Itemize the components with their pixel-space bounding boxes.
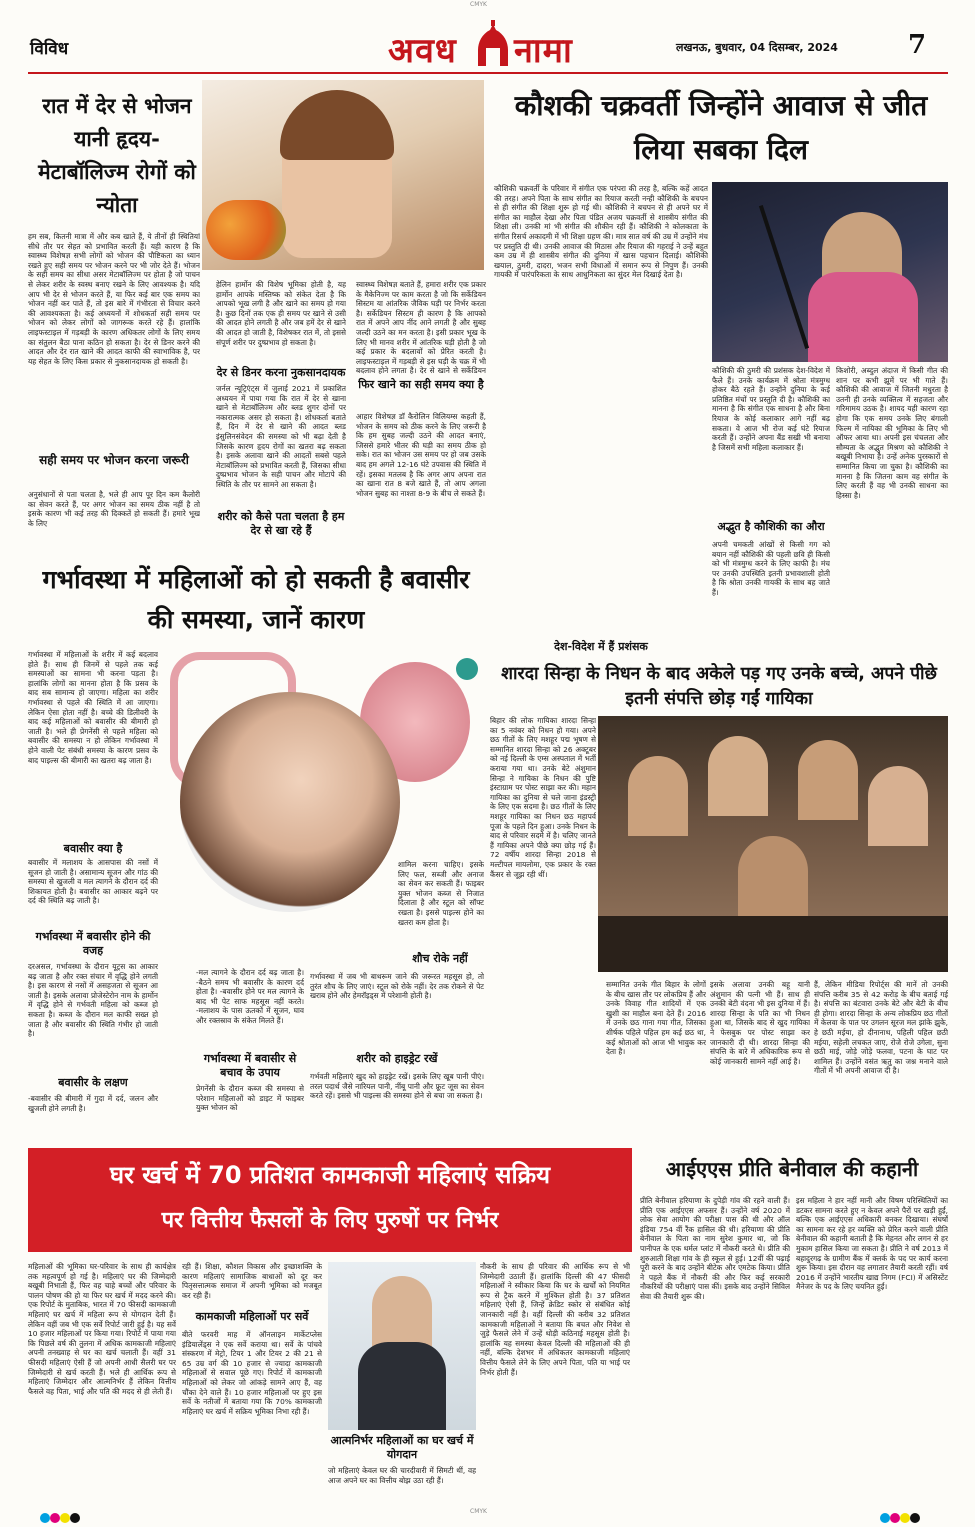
person-2 [708,736,768,816]
dinner-col1: हम सब, कितनी मात्रा में और कब खाते हैं, ये तीनों ही स्थितियां सीधे तौर पर सेहत को प्रभावित करती हैं। यही कारण है कि स्वास्थ्य विशेषज्ञ सभी लोगों को भोजन की पौष्टिकता का ध्यान रखते हुए सही समय पर भोजन करने पर भी जोर देते हैं। भोजन के सही समय का सीधा असर मेटाबॉलिज्म पर होता है जो पाचन से लेकर शरीर के स्वस्थ बनाए रखने के लिए आवश्यक है। यदि आप भी देर से भोजन करते हैं, या फिर कई बार एक समय का भोजन नहीं कर पाते हैं, तो इस बारे में गंभीरता से विचार करने की आवश्यकता है। कई अध्ययनों में शोधकर्ता सही समय पर भोजन को लेकर लोगों को जागरूक करते रहे हैं। हालांकि लाइफस्टाइल में गड़बड़ी के कारण अधिकतर लोगों के लिए समय का संतुलन बैठा पाना कठिन हो सकता है। देर से डिनर करने की आदत और देर रात खाने की आदत काफी की स्वाभाविक है, पर यह सेहत के लिए किस प्रकार से नुकसानदायक हो सकती है। [28,232,200,366]
logo [374,20,614,71]
person-4 [868,766,928,846]
piles-sub4: गर्भावस्था में बवासीर से बचाव के उपाय [203,1052,297,1079]
piles-sub1: बवासीर क्या है [63,842,123,855]
sharda-col2: सम्मानित उनके गीत बिहार के लोगों के बीच खास तौर पर लोकप्रिय हैं और उनके विवाह गीत शादियों में एक खुशी का माहौल बना देते हैं। 2016 में उनके छठ गाना गया गीत, जिसका शीर्षक पहिले पहिल हम कई छठ था, कई श्रोताओं को आज भी भावुक कर देता है। [606,980,706,1057]
sharda-col4: हैं, लेकिन मीडिया रिपोर्ट्स की मानें तो उनकी संपत्ति करीब 35 से 42 करोड़ के बीच बताई गई है। संपत्ति का बंटवारा उनके बेटे और बेटी के बीच ही होगा। शारदा सिन्हा के अन्य लोकप्रिय छठ गीतों में केलवा के पात पर उगलन सूरज मल झांके झुके, हे छठी मईया, हो दीनानाथ, पहिली पहिल छठी मईया, सहेली लचकत जाए, रोजे रोजे उगेला, सुना छठी माई, जोड़े जोड़े फलवा, पटना के घाट पर शामिल हैं। उन्होंने वसंत ऋतु का जश्न मनाने वाले गीतों में भी अपनी आवाज दी है। [814,980,948,1076]
kaushiki-headline: कौशकी चक्रवर्ती जिन्होंने आवाज से जीत लिया सबका दिल [514,89,928,166]
women-col2c: जो महिलाएं केवल घर की चारदीवारी में सिमटी थीं, वह आज अपने घर का वित्तीय बोझ उठा रही हैं। [328,1466,476,1485]
kaushiki-col1: कौशिकी चक्रवर्ती के परिवार में संगीत एक परंपरा की तरह है, बल्कि कहें आदत की तरह। अपने पिता के साथ संगीत का रियाज करती नन्ही कौशिकी के बचपन से ही संगीत की शिक्षा शुरू हो गई थी। कौशिकी ने बचपन से ही अपने घर में संगीत का माहौल देखा और पिता पंडित अजय चक्रवर्ती से शास्त्रीय संगीत की शिक्षा ली। उनकी मां भी संगीत की शौकीन रही हैं। कौशिकी ने कोलकाता के संगीत रिसर्च अकादमी में भी शिक्षा ग्रहण की। मात्र सात वर्ष की उम्र में उन्होंने मंच पर प्रस्तुति दी थी। उनकी आवाज की मिठास और रियाज की गहराई ने उन्हें बहुत कम उम्र में ही शास्त्रीय संगीत की दुनिया में खास पहचान दिलाई। कौशिकी खयाल, ठुमरी, दादरा, भजन सभी विधाओं में समान रूप से निपुण हैं। उनकी गायकी में पारंपरिकता के साथ आधुनिकता का सुंदर मेल दिखाई देता है। [494,184,708,280]
preeti-headline: आईएएस प्रीति बेनीवाल की कहानी [665,1157,919,1181]
piles-sub6: शरीर को हाइड्रेट रखें [356,1052,438,1065]
women-headline-line2: पर वित्तीय फैसलों के लिए पुरुषों पर निर्भर [161,1208,499,1233]
women-banner [28,1148,632,1252]
women-photo [328,1262,476,1430]
piles-col3c: गर्भवती महिलाएं खुद को हाइड्रेट रखें। इसके लिए खूब पानी पीएं। तरल पदार्थ जैसे नारियल पानी, नींबू पानी और फ्रूट जूस का सेवन करते रहें। इससे भी पाइल्स की समस्या होने से बचा जा सकता है। [310,1072,484,1101]
print-mark-label-top: CMYK [470,1,487,8]
dinner-headline: रात में देर से भोजन यानी हृदय-मेटाबॉलिज्म रोगों को न्योता [38,94,196,217]
kaushiki-col2b: अपनी चमकती आंखों से किसी गग को बयान नहीं कौशिकी की पहली छवि ही किसी को भी मंत्रमुग्ध करने के लिए काफी है। मंच पर उनकी उपस्थिति इतनी प्रभावशाली होती है कि श्रोता उनकी गायकी के साथ बह जाते हैं। [712,540,830,597]
piles-col2: -मल त्यागने के दौरान दर्द बढ़ जाता है। -बैठने समय भी बवासीर के कारण दर्द होता है। -बवासीर होने पर मल त्यागने के बाद भी पेट साफ महसूस नहीं करते। -मलाशय के पास ऊतकों में सूजन, घाव और रक्तस्राव के संकेत मिलते हैं। [196,968,304,1025]
piles-sub5: शौच रोके नहीं [412,952,468,965]
hair-shape [280,90,394,160]
person-1 [628,756,688,836]
page-number: 7 [908,30,927,60]
piles-col1c: दरअसल, गर्भावस्था के दौरान यूट्रस का आकार बढ़ जाता है और रक्त संचार में वृद्धि होने लगती है। इस कारण से नसों में असहजता से सूजन आ जाती है। इसके अलावा प्रोजेस्टेरोन नाम के हार्मोन में वृद्धि होने से गर्भवती महिला को कब्ज हो सकता है। कब्ज के दौरान मल काफी सख्त हो जाता है और बवासीर की स्थिति गंभीर हो जाती है। [28,962,158,1039]
kaushiki-col3: किशोरी, अब्दुल अंदाज में किसी गीत की शान पर कभी झूमें पर भी गाते हैं। कौशिकी की आवाज में जितनी मधुरता है उतनी ही उनके व्यक्तित्व में सहजता और गरिमामय उठक है। शायद यही कारण रहा होगा कि एक समय उनके लिए बंगाली फिल्म में नायिका की भूमिका के लिए भी ऑफर आया था। अपनी इस चंचलता और सौम्यता के अद्भुत मिश्रण को कौशिकी ने बखूबी निभाया है। उन्हें अनेक पुरस्कारों से सम्मानित किया जा चुका है। कौशिकी का मानना है कि जितना काम वह संगीत के लिए करती हैं वह भी उनकी साधना का हिस्सा है। [836,366,948,500]
fruit-bowl [206,200,286,260]
dinner-col3b: आहार विशेषज्ञ डॉ कैरोलिन विलियम्स कहती हैं, भोजन के समय को ठीक करने के लिए जरूरी है कि हम सुबह जल्दी उठने की आदत बनाएं, जिससे हमारे भीतर की घड़ी का समय ठीक हो सके। रात का भोजन उस समय पर हो जब उसके बाद हम अगले 12-16 घंटे उपवास की स्थिति में रहें। इसका मतलब है कि अगर आप अपना रात का खाना रात 8 बजे खाते हैं, तो आप अगला भोजन सुबह का नाश्ता 8-9 के बीच ले सकते हैं। [356,412,486,498]
table-surface [598,916,948,972]
header-rule [28,72,948,74]
dinner-sub2: देर से डिनर करना नुकसानदायक [216,366,346,379]
print-marks-bottom [0,1506,975,1519]
print-marks-top [0,0,975,10]
piles-col1b: बवासीर में मलाशय के आसपास की नसों में सूजन हो जाती है। असामान्य सूजन और गांठ की समस्या से खुजली व मल त्यागने के दौरान दर्द की शिकायत होती है। बवासीर का आकार बढ़ने पर दर्द की स्थिति बढ़ जाती है। [28,858,158,906]
women-col1: महिलाओं की भूमिका घर-परिवार के साथ ही कार्यक्षेत्र तक महत्वपूर्ण हो गई है। महिलाएं घर की जिम्मेदारी बखूबी निभाती हैं, फिर वह चाहे बच्चों और परिवार के पालन पोषण की हो या फिर घर खर्च में मदद करने की। एक रिपोर्ट के मुताबिक, भारत में 70 फीसदी कामकाजी महिलाएं घर खर्च में महिला रूप से योगदान देती हैं। लेकिन वहीं जब भी एक सर्वे रिपोर्ट जारी हुई है। यह सर्वे 10 हजार महिलाओं पर किया गया। रिपोर्ट में पाया गया कि पिछले वर्ष की तुलना में अधिक कामकाजी महिलाएं अपनी तनख्वाह से घर का खर्च चलाती हैं। वहीं 31 फीसदी महिलाएं ऐसी हैं जो अपनी आधी सैलरी घर पर जिम्मेदारी से खर्च करती हैं। भले ही आर्थिक रूप से महिलाएं जिम्मेदार और आत्मनिर्भर हैं लेकिन वित्तीय फैसले वह पिता, भाई और पति की मदद से ही लेती हैं। [28,1262,176,1396]
preeti-col1: प्रीति बेनीवाल हरियाणा के दुपेड़ी गांव की रहने वाली हैं। प्रीति एक आईएएस अफसर हैं। उन्होंने वर्ष 2020 में लोक सेवा आयोग की परीक्षा पास की थी और ऑल इंडिया 754 वीं रैंक हासिल की थी। हरियाणा की प्रीति बेनीवाल के पिता का नाम सुरेश कुमार था, जो कि पानीपत के एक थर्मल प्लांट में नौकरी करते थे। प्रीति की शुरुआती शिक्षा गांव के ही स्कूल से हुई। 12वीं की पढ़ाई पूरी करने के बाद उन्होंने बीटेक और एमटेक किया। प्रीति ने पहले बैंक में नौकरी की और फिर कई सरकारी नौकरियों की परीक्षाएं पास कीं। इसके बाद उन्होंने सिविल सेवा की तैयारी शुरू की। [640,1196,790,1301]
dinner-col1b: अनुसंधानों से पता चलता है, भले ही आप पूर दिन कम कैलोरी का सेवन करते हैं, पर अगर भोजन का समय ठीक नहीं है तो इसके कारण भी कई तरह की दिक्कतें हो सकती हैं। हमारे भूख के लिए [28,490,200,528]
kaushiki-photo [712,182,948,362]
microphone-icon [759,205,809,349]
women-col2b: बीते फरवरी माह में ऑनलाइन मार्केटप्लेस इंडियालेंड्स ने एक सर्वे कराया था। सर्वे के पांचवे संस्करण में मेट्रो, टियर 1 और टियर 2 की 21 से 65 उम्र वर्ग की 10 हजार से ज्यादा कामकाजी महिलाओं से सवाल पूछे गए। रिपोर्ट में कामकाजी महिलाओं को लेकर जो आंकड़े सामने आए हैं, वह चौंका देने वाले हैं। 10 हजार महिलाओं पर हुए इस सर्वे के नतीजों में बताया गया कि 70% कामकाजी महिलाएं घर खर्च में सक्रिय भूमिका निभा रही हैं। [182,1330,322,1416]
women-col2a: रही हैं। शिक्षा, कौशल विकास और इच्छाशक्ति के कारण महिलाएं सामाजिक बाधाओं को दूर कर पितृसत्तात्मक समाज में अपनी भूमिका को मजबूत कर रही हैं। [182,1262,322,1300]
sharda-col3: इसके अलावा उनकी बहू यानी अंशुमान की पत्नी भी हैं। साथ ही उनकी बेटी वंदना भी इस दुनिया में हैं। शारदा सिन्हा के पति का भी निधन हुआ था, जिसके बाद से खुद गायिका ने फेसबुक पर पोस्ट साझा कर जानकारी दी थी। शारदा सिन्हा की संपत्ति के बारे में अधिकारिक रूप से कोई जानकारी सामने नहीं आई है। [710,980,810,1066]
kaushiki-sub1: देश-विदेश में हैं प्रशंसक [554,640,648,653]
print-mark-label-bottom: CMYK [470,1508,487,1515]
piles-sub2: गर्भावस्था में बवासीर होने की वजह [35,930,151,957]
logo-left-text: अवध [388,31,457,71]
women-image-caption: आत्मनिर्भर महिलाओं का घर खर्च में योगदान [330,1434,474,1461]
masthead [28,12,948,74]
dinner-sub1: सही समय पर भोजन करना जरूरी [39,453,189,467]
piles-col1d: -बवासीर की बीमारी में गुदा में दर्द, जलन और खुजली होने लगती है। [28,1094,158,1113]
dinner-sub4: फिर खाने का सही समय क्या है [358,378,484,391]
mosque-dome-icon [472,20,514,68]
piles-col2b: प्रेगनेंसी के दौरान कब्ज की समस्या से परेशान महिलाओं को डाइट में फाइबर युक्त भोजन को [196,1084,304,1113]
section-label: विविध [30,39,69,59]
piles-badge-icon [456,658,478,680]
women-col3: नौकरी के साथ ही परिवार की आर्थिक रूप से भी जिम्मेदारी उठाती हैं। हालांकि दिल्ली की 47 फीसदी महिलाओं ने स्वीकार किया कि घर के खर्चों को नियमित रूप से ट्रैक करने में मुश्किल होती है। 37 प्रतिशत महिलाएं ऐसी हैं, जिन्हें क्रेडिट स्कोर से संबंधित कोई जानकारी नहीं है। वहीं दिल्ली की करीब 32 प्रतिशत कामकाजी महिलाओं ने बताया कि बचत और निवेश से जुड़े फैसले लेने में उन्हें थोड़ी कठिनाई महसूस होती है। हालांकि यह समस्या केवल दिल्ली की महिलाओं की ही नहीं, बल्कि देशभर में अधिकतर कामकाजी महिलाएं वित्तीय फैसले लेने के लिए अपने पिता, पति या भाई पर निर्भर होती हैं। [480,1262,630,1377]
women-headline-line1: घर खर्च में 70 प्रतिशत कामकाजी महिलाएं सक्रिय [109,1161,551,1189]
registration-dots-right [880,1508,920,1527]
piles-col1: गर्भावस्था में महिलाओं के शरीर में कई बदलाव होते हैं। साथ ही जिनमें से पहले तक कई समस्याओं का सामना भी करना पड़ता है। हालांकि लोगों का मानना होता है कि प्रसव के बाद सब सामान्य हो जाएगा। महिला का शरीर गर्भावस्था से पहले की स्थिति में आ जाएगा। लेकिन ऐसा होता नहीं है। बच्चे की डिलीवरी के बाद कई महिलाओं को बवासीर की बीमारी हो जाती है। भले ही प्रेगनेंसी से पहले महिला को बवासीर की समस्या न हो लेकिन गर्भावस्था में होने वाली पेट संबंधी समस्या के कारण प्रसव के बाद पाइल्स की बीमारी का खतरा बढ़ जाता है। [28,650,158,765]
piles-col3b: गर्भावस्था में जब भी बाथरूम जाने की जरूरत महसूस हो, तो तुरंत शौच के लिए जाएं। स्टूल को रोके नहीं। देर तक रोकने से पेट खराब होने और हेमरॉइड्स में परेशानी होती है। [310,972,484,1001]
businesswoman-suit [358,1342,446,1430]
women-sub1: कामकाजी महिलाओं पर सर्वे [195,1310,309,1323]
sharda-family-photo [598,716,948,972]
kaushiki-sub2: अद्भुत है कौशिकी का औरा [717,520,825,533]
date-line: लखनऊ, बुधवार, 04 दिसम्बर, 2024 [676,41,838,54]
dinner-sub3: शरीर को कैसे पता चलता है हम देर से खा रहे हैं [217,510,345,537]
sharda-headline: शारदा सिन्हा के निधन के बाद अकेले पड़ गए उनके बच्चे, अपने पीछे इतनी संपत्ति छोड़ गईं गायिका [501,664,937,709]
registration-dots-left [40,1508,80,1527]
logo-right-text: नामा [514,31,573,71]
piles-sub3: बवासीर के लक्षण [58,1076,128,1089]
sharda-col1: बिहार की लोक गायिका शारदा सिन्हा का 5 नवंबर को निधन हो गया। अपने छठ गीतों के लिए मशहूर पद्म भूषण से सम्मानित शारदा सिन्हा को 26 अक्टूबर को नई दिल्ली के एम्स अस्पताल में भर्ती कराया गया था। उनके बेटे अंशुमान सिन्हा ने गायिका के निधन की पुष्टि इंस्टाग्राम पर पोस्ट साझा कर की। महान गायिका का दुनिया से चले जाना इंडस्ट्री के लिए एक सदमा है। छठ गीतों के लिए मशहूर गायिका का निधन छठ महापर्व पूजा के पहले दिन हुआ। उनके निधन के बाद से परिवार सदमे में है। चलिए जानते हैं गायिका अपने पीछे क्या छोड़ गई हैं। 72 वर्षीय शारदा सिन्हा 2018 से मल्टीपल मायलोमा, एक प्रकार के रक्त कैंसर से जूझ रही थीं। [490,716,596,879]
piles-col3a: शामिल करना चाहिए। इसके लिए फल, सब्जी और अनाज का सेवन कर सकती हैं। फाइबर युक्त भोजन कब्ज से निजात दिलाता है और स्टूल को सॉफ्ट रखता है। इससे पाइल्स होने का खतरा कम होता है। [398,860,484,927]
preeti-col2: इस महिला ने हार नहीं मानी और विषम परिस्थितियों का डटकर सामना करते हुए न केवल अपने पैरों पर खड़ी हुईं, बल्कि एक आईएएस अधिकारी बनकर दिखाया। संघर्षों का सामना कर रहे हर व्यक्ति को प्रेरित करने वाली प्रीति बेनीवाल की कहानी बताती है कि मेहनत और लगन से हर मुकाम हासिल किया जा सकता है। प्रीति ने वर्ष 2013 में बहादुरगढ़ के ग्रामीण बैंक में क्लर्क के पद पर कार्य करना शुरू किया। इस दौरान वह लगातार तैयारी करती रहीं। वर्ष 2016 में उन्होंने भारतीय खाद्य निगम (FCI) में असिस्टेंट मैनेजर के पद के लिए चयनित हुईं। [796,1196,948,1292]
piles-headline: गर्भावस्था में महिलाओं को हो सकती है बवासीर की समस्या, जानें कारण [42,565,470,634]
dinner-col2b: जर्नल न्यूट्रिएंट्स में जुलाई 2021 में प्रकाशित अध्ययन में पाया गया कि रात में देर से खाना खाने से मेटाबॉलिज्म और ब्लड शुगर दोनों पर नकारात्मक असर हो सकता है। शोधकर्ता बताते हैं, दिन में देर से खाने की आदत ब्लड इंसुलिनसंवेदन की समस्या को भी बढ़ा देती है जिसके कारण हृदय रोगों का खतरा बढ़ सकता है। इसके अलावा खाने की आदतों सबसे पहले मेटाबॉलिज्म को प्रभावित करती हैं, जिसका सीधा दुष्प्रभाव भोजन के सही पाचन और मोटापे की स्थिति के तौर पर सामने आ सकता है। [216,384,346,489]
dinner-col3: स्वास्थ्य विशेषज्ञ बताते हैं, हमारा शरीर एक प्रकार के मैकेनिज्म पर काम करता है जो कि सर्केडियन सिस्टम या आंतरिक जैविक घड़ी पर निर्भर करता है। सर्केडियन सिस्टम ही कारण है कि आपको रात में अपने आप नींद आने लगती है और सुबह जल्दी उठने का मन करता है। इसी प्रकार भूख के लिए भी मानव शरीर में आंतरिक घड़ी होती है जो कई प्रकार के बदलावों को प्रेरित करती है। लाइफस्टाइल में गड़बड़ी से इस घड़ी के चक्र में भी बदलाव होने लगता है। देर से खाने से सर्केडियन [356,280,486,376]
dinner-photo [202,80,484,270]
kaushiki-col2: कौशिकी की ठुमरी की प्रशंसक देश-विदेश में फैले हैं। उनके कार्यक्रम में श्रोता मंत्रमुग्ध होकर बैठे रहते हैं। उन्होंने दुनिया के कई प्रतिष्ठित मंचों पर प्रस्तुति दी है। कौशिकी का मानना है कि संगीत एक साधना है और बिना रियाज के कोई कलाकार आगे नहीं बढ़ सकता। वे आज भी रोज कई घंटे रियाज करती हैं। उन्होंने अपना बैंड सखी भी बनाया है जिसमें सभी महिला कलाकार हैं। [712,366,830,452]
woman-drinking-photo [180,692,400,912]
dinner-col2: हेलिन हार्मोन की विशेष भूमिका होती है, यह हार्मोन आपके मस्तिष्क को संकेत देता है कि आपको भूख लगी है और खाने का समय हो गया है। कुछ दिनों तक एक ही समय पर खाने से उसी की आदत होने लगती है और जब हमें देर से खाने की आदत हो जाती है, विशेषकर रात में, तो इससे संपूर्ण शरीर पर दुष्प्रभाव हो सकता है। [216,280,346,347]
person-3 [798,740,858,820]
singer-saree [808,272,918,362]
